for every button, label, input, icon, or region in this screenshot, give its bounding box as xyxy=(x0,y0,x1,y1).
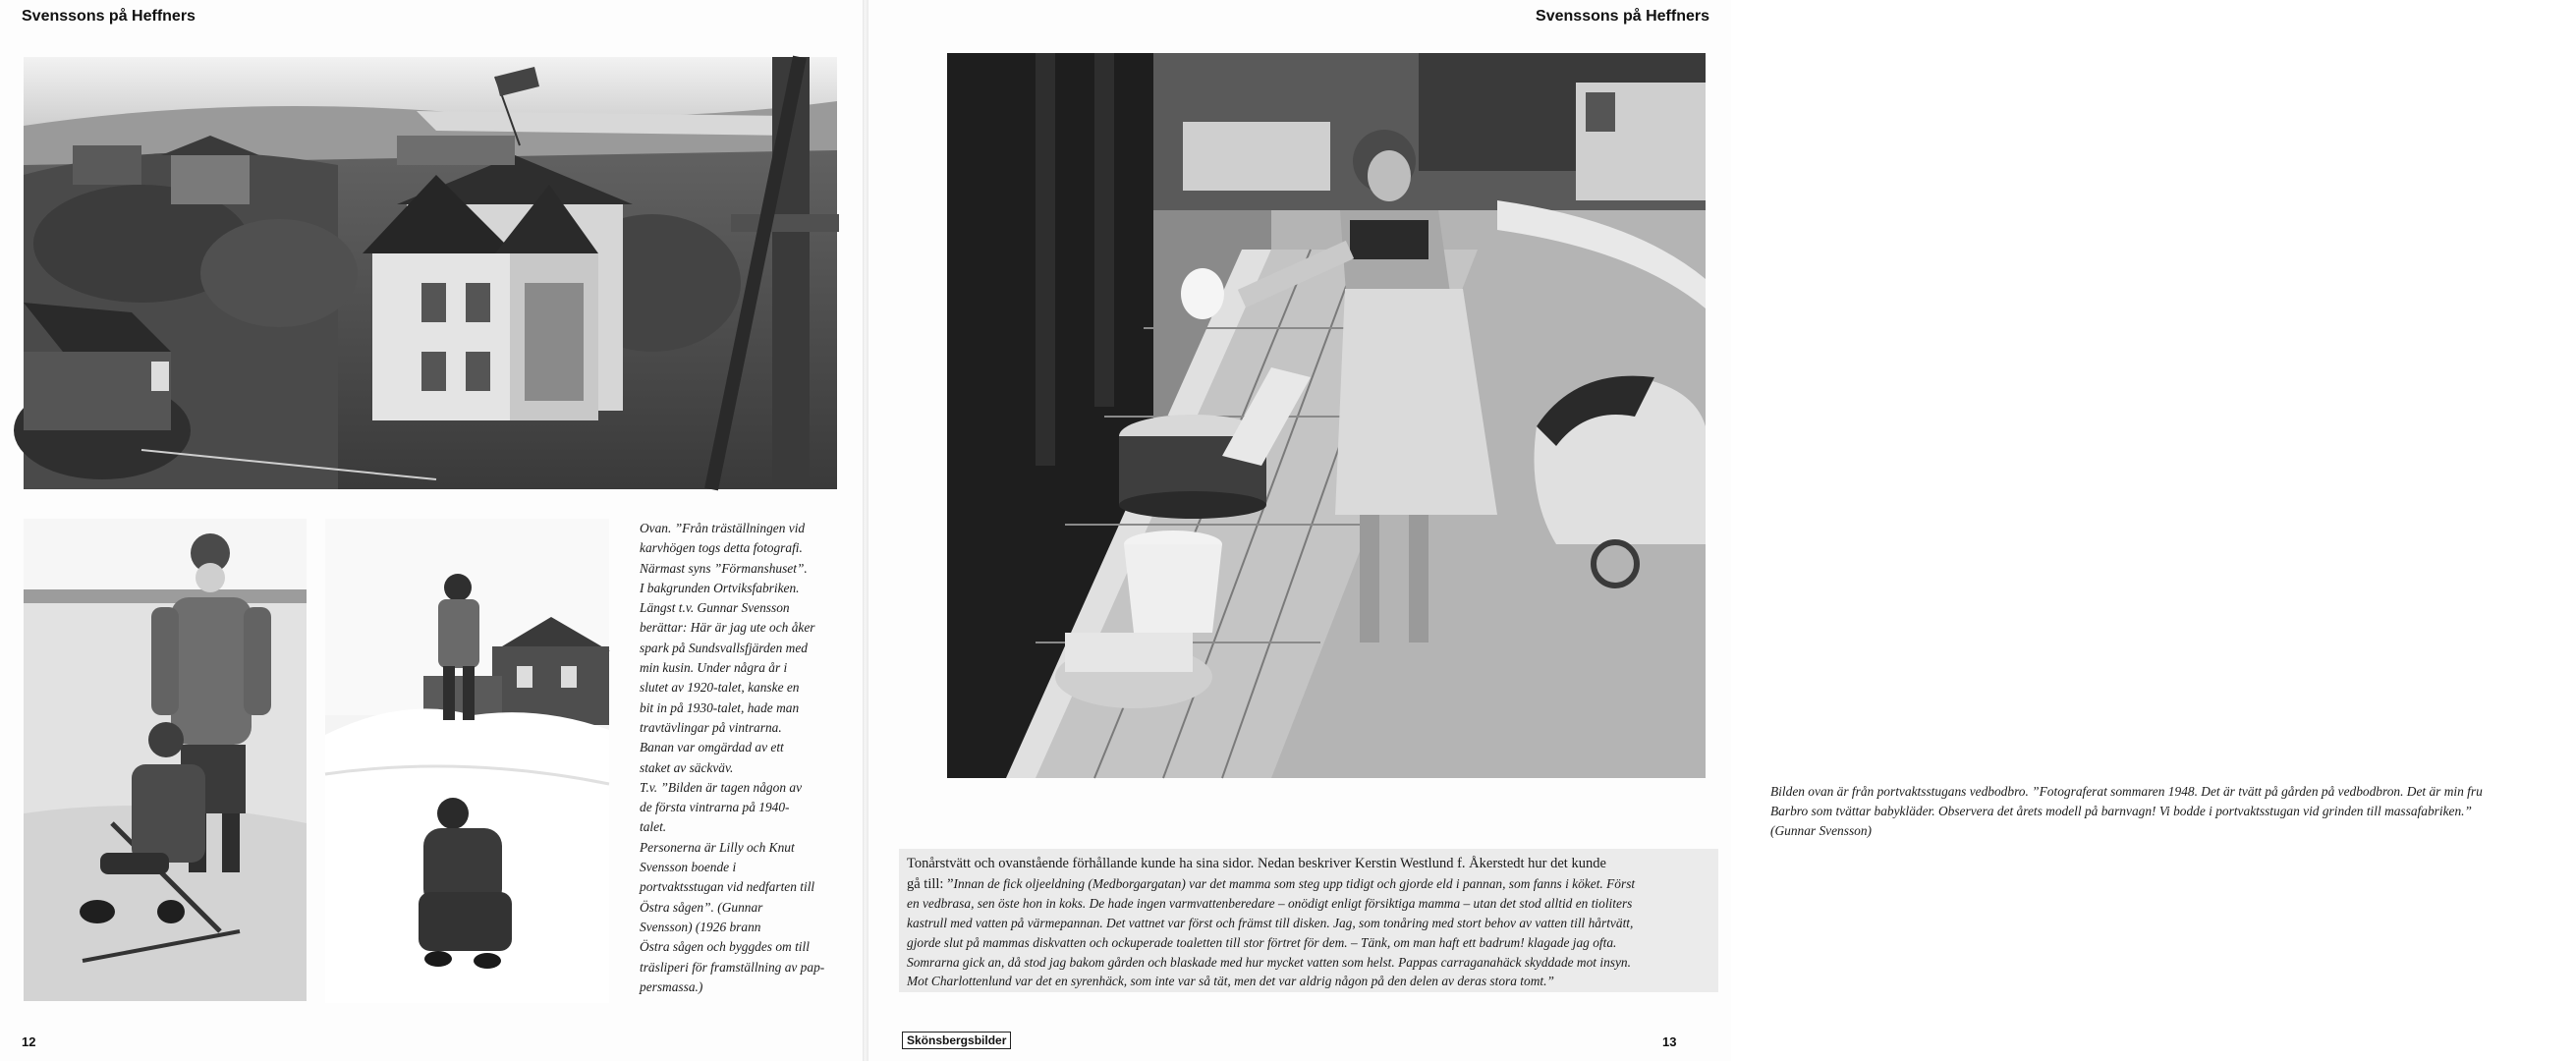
caption-line: karvhögen togs detta fotografi. xyxy=(640,540,803,556)
caption-line: Barbro som tvättar babykläder. Observera det årets modell på barnvagn! Vi bodde i portvaktsstugan vid grinden till massafabriken.” xyxy=(1770,804,2472,818)
textbox-quote-line: en vedbrasa, sen öste hon in koks. De hade ingen varmvattenberedare – onödigt enligt försiktiga mamma – utan det stod alltid en tioliters xyxy=(907,896,1633,912)
caption-line: I bakgrunden Ortviksfabriken. xyxy=(640,580,800,595)
caption-line: Personerna är Lilly och Knut xyxy=(640,839,795,855)
caption-line: berättar: Här är jag ute och åker xyxy=(640,620,815,636)
caption-line: talet. xyxy=(640,819,667,835)
left-page-caption xyxy=(640,519,841,997)
caption-line: Banan var omgärdad av ett xyxy=(640,740,784,755)
textbox-lead-line: Tonårstvätt och ovanstående förhållande kunde ha sina sidor. Nedan beskriver Kerstin Westlund f. Åkerstedt hur det kunde xyxy=(907,856,1606,871)
textbox-quote-line: gjorde slut på mammas diskvatten och ockuperade toaletten till stor förtret för dem. – Tänk, om man haft ett badrum! klagade jag ofta. xyxy=(907,934,1617,950)
story-textbox xyxy=(899,849,1718,992)
caption-line: T.v. ”Bilden är tagen någon av xyxy=(640,779,803,795)
left-page-number: 12 xyxy=(22,1034,36,1049)
textbox-quote-line: Somrarna gick an, då stod jag bakom gården och blaskade med hur mycket vatten som helst. Pappas carraganahäck skyddade mot insyn. xyxy=(907,954,1631,970)
snow-photo-graphic xyxy=(325,519,609,1003)
caption-line: portvaktsstugan vid nedfarten till xyxy=(640,879,815,895)
photo-snow-hill xyxy=(325,519,609,1003)
textbox-quote-line: Mot Charlottenlund var det en syrenhäck, som inte var så tät, men det var aldrig någon på den delen av deras stora tomt.” xyxy=(907,974,1554,989)
caption-line: Närmast syns ”Förmanshuset”. xyxy=(640,560,808,576)
photo-woman-washing xyxy=(947,53,1706,778)
caption-line: Ovan. ”Från träställningen vid xyxy=(640,521,806,535)
publication-footer-label: Skönsbergsbilder xyxy=(902,1032,1011,1049)
houses-photo-graphic xyxy=(24,57,837,489)
right-page-number: 13 xyxy=(1662,1034,1677,1049)
caption-line: bit in på 1930-talet, hade man xyxy=(640,699,800,715)
caption-line: träsliperi för framställning av pap- xyxy=(640,959,825,975)
caption-line: Längst t.v. Gunnar Svensson xyxy=(640,600,790,616)
caption-line: min kusin. Under några år i xyxy=(640,660,788,676)
photo-houses-overview xyxy=(24,57,837,489)
textbox-quote-line: kastrull med vatten på värmepannan. Det vattnet var först och främst till disken. Jag, som tonåring med stort behov av vatten till hårtvätt, xyxy=(907,916,1634,931)
caption-line: Svensson boende i xyxy=(640,860,737,875)
photo-sled-on-ice xyxy=(24,519,307,1001)
caption-line: Östra sågen”. (Gunnar xyxy=(640,899,763,915)
caption-line: spark på Sundsvallsfjärden med xyxy=(640,640,808,655)
right-page-caption xyxy=(1770,782,2576,841)
left-page xyxy=(0,0,863,1061)
caption-line: (Gunnar Svensson) xyxy=(1770,823,1873,838)
textbox-quote-start: Innan de fick oljeeldning (Medborgargatan) var det mamma som steg upp tidigt och gjorde eld i pannan, som fanns i köket. Först xyxy=(953,875,1636,891)
caption-line: travtävlingar på vintrarna. xyxy=(640,719,782,735)
caption-line: de första vintrarna på 1940- xyxy=(640,800,790,815)
caption-line: Östra sågen och byggdes om till xyxy=(640,939,810,955)
left-running-head: Svenssons på Heffners xyxy=(22,8,196,25)
textbox-lead-line2: gå till: ” xyxy=(907,875,954,892)
caption-line: staket av säckväv. xyxy=(640,759,734,775)
caption-line: Svensson) (1926 brann xyxy=(640,919,761,934)
washing-photo-graphic xyxy=(947,53,1706,778)
caption-line: persmassa.) xyxy=(640,978,703,994)
right-running-head: Svenssons på Heffners xyxy=(1536,8,1709,25)
caption-line: slutet av 1920-talet, kanske en xyxy=(640,680,800,696)
sled-photo-graphic xyxy=(24,519,307,1001)
caption-line: Bilden ovan är från portvaktsstugans vedbodbro. ”Fotograferat sommaren 1948. Det är tvätt på gården på vedbodbron. Det är min fru xyxy=(1770,784,2483,799)
textbox-first-quote-line xyxy=(907,874,1710,895)
